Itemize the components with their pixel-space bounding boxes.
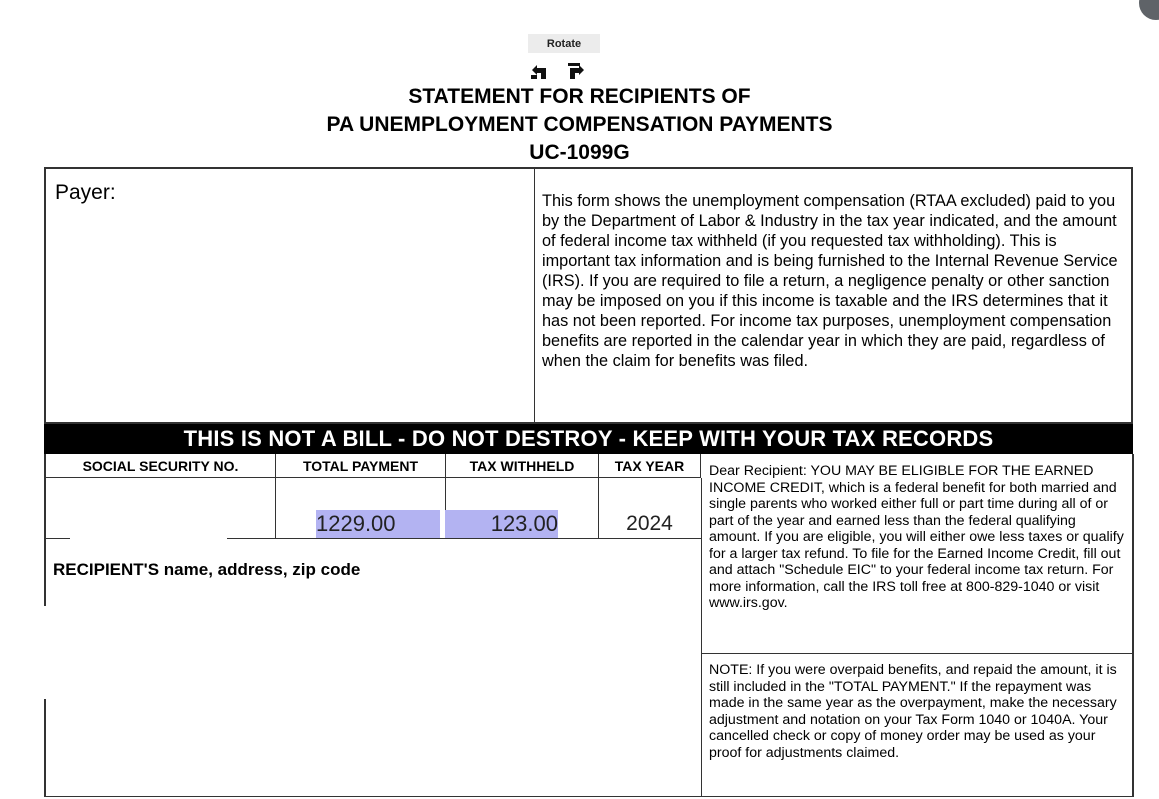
form-info-text: This form shows the unemployment compensation (RTAA excluded) paid to you by the Department of Labor & Industry in the tax year indicated, and the amount of federal income tax withheld (if you requested tax withholding). This is important tax information and is being furnished to the Internal Revenue Service (IRS). If you are required to file a return, a negligence penalty or other sanction may be imposed on you if this income is taxable and the IRS determines that it has not been reported. For income tax purposes, unemployment compensation benefits are reported in the calendar year in which they are paid, regardless of when the claim for benefits was filed. xyxy=(542,192,1118,370)
form-code: UC-1099G xyxy=(529,141,630,164)
corner-badge[interactable] xyxy=(1139,0,1159,20)
left-border-lower xyxy=(44,699,46,797)
cell-divider xyxy=(275,478,276,538)
total-payment-header: TOTAL PAYMENT xyxy=(275,454,445,478)
tax-year-header: TAX YEAR xyxy=(598,454,701,478)
rotate-button[interactable]: Rotate xyxy=(528,34,600,53)
total-payment-value[interactable]: 1229.00 xyxy=(316,510,440,538)
row-divider xyxy=(44,538,70,539)
right-border xyxy=(1132,454,1134,797)
form-info-box xyxy=(534,167,1133,424)
row-divider xyxy=(227,538,701,539)
cell-divider xyxy=(701,478,702,797)
form-title-line-2: PA UNEMPLOYMENT COMPENSATION PAYMENTS xyxy=(326,113,833,136)
ssn-header: SOCIAL SECURITY NO. xyxy=(44,454,275,478)
payer-box xyxy=(44,167,535,424)
rotate-left-icon[interactable] xyxy=(530,62,550,80)
recipient-label: RECIPIENT'S name, address, zip code xyxy=(53,560,361,579)
form-title-line-1: STATEMENT FOR RECIPIENTS OF xyxy=(408,85,751,108)
tax-year-value[interactable]: 2024 xyxy=(626,512,673,535)
not-a-bill-banner: THIS IS NOT A BILL - DO NOT DESTROY - KEEP WITH YOUR TAX RECORDS xyxy=(44,424,1133,454)
uc-1099g-form xyxy=(44,167,1133,797)
rotate-right-icon[interactable] xyxy=(566,62,586,80)
left-border xyxy=(44,478,46,606)
notice-divider xyxy=(701,653,1133,654)
overpayment-note: NOTE: If you were overpaid benefits, and repaid the amount, it is still included in the "TOTAL PAYMENT." If the repayment was made in the same year as the overpayment, make the necessary adjustment and notation on your Tax Form 1040 or 1040A. Your cancelled check or copy of money order may be used as your proof for adjustments claimed. xyxy=(709,662,1117,761)
tax-withheld-header: TAX WITHHELD xyxy=(445,454,598,478)
tax-withheld-value[interactable]: 123.00 xyxy=(445,510,558,538)
payer-label: Payer: xyxy=(55,181,116,204)
bottom-border xyxy=(44,796,1133,797)
eic-notice: Dear Recipient: YOU MAY BE ELIGIBLE FOR THE EARNED INCOME CREDIT, which is a federal benefit for both married and single parents who worked either full or part time during all of or part of the year and earned less than the federal qualifying amount. If you are eligible, you will either owe less taxes or qualify for a larger tax refund. To file for the Earned Income Credit, fill out and attach "Schedule EIC" to your federal income tax return. For more information, call the IRS toll free at 800-829-1040 or visit www.irs.gov. xyxy=(709,463,1124,611)
ssn-value[interactable] xyxy=(44,510,275,538)
